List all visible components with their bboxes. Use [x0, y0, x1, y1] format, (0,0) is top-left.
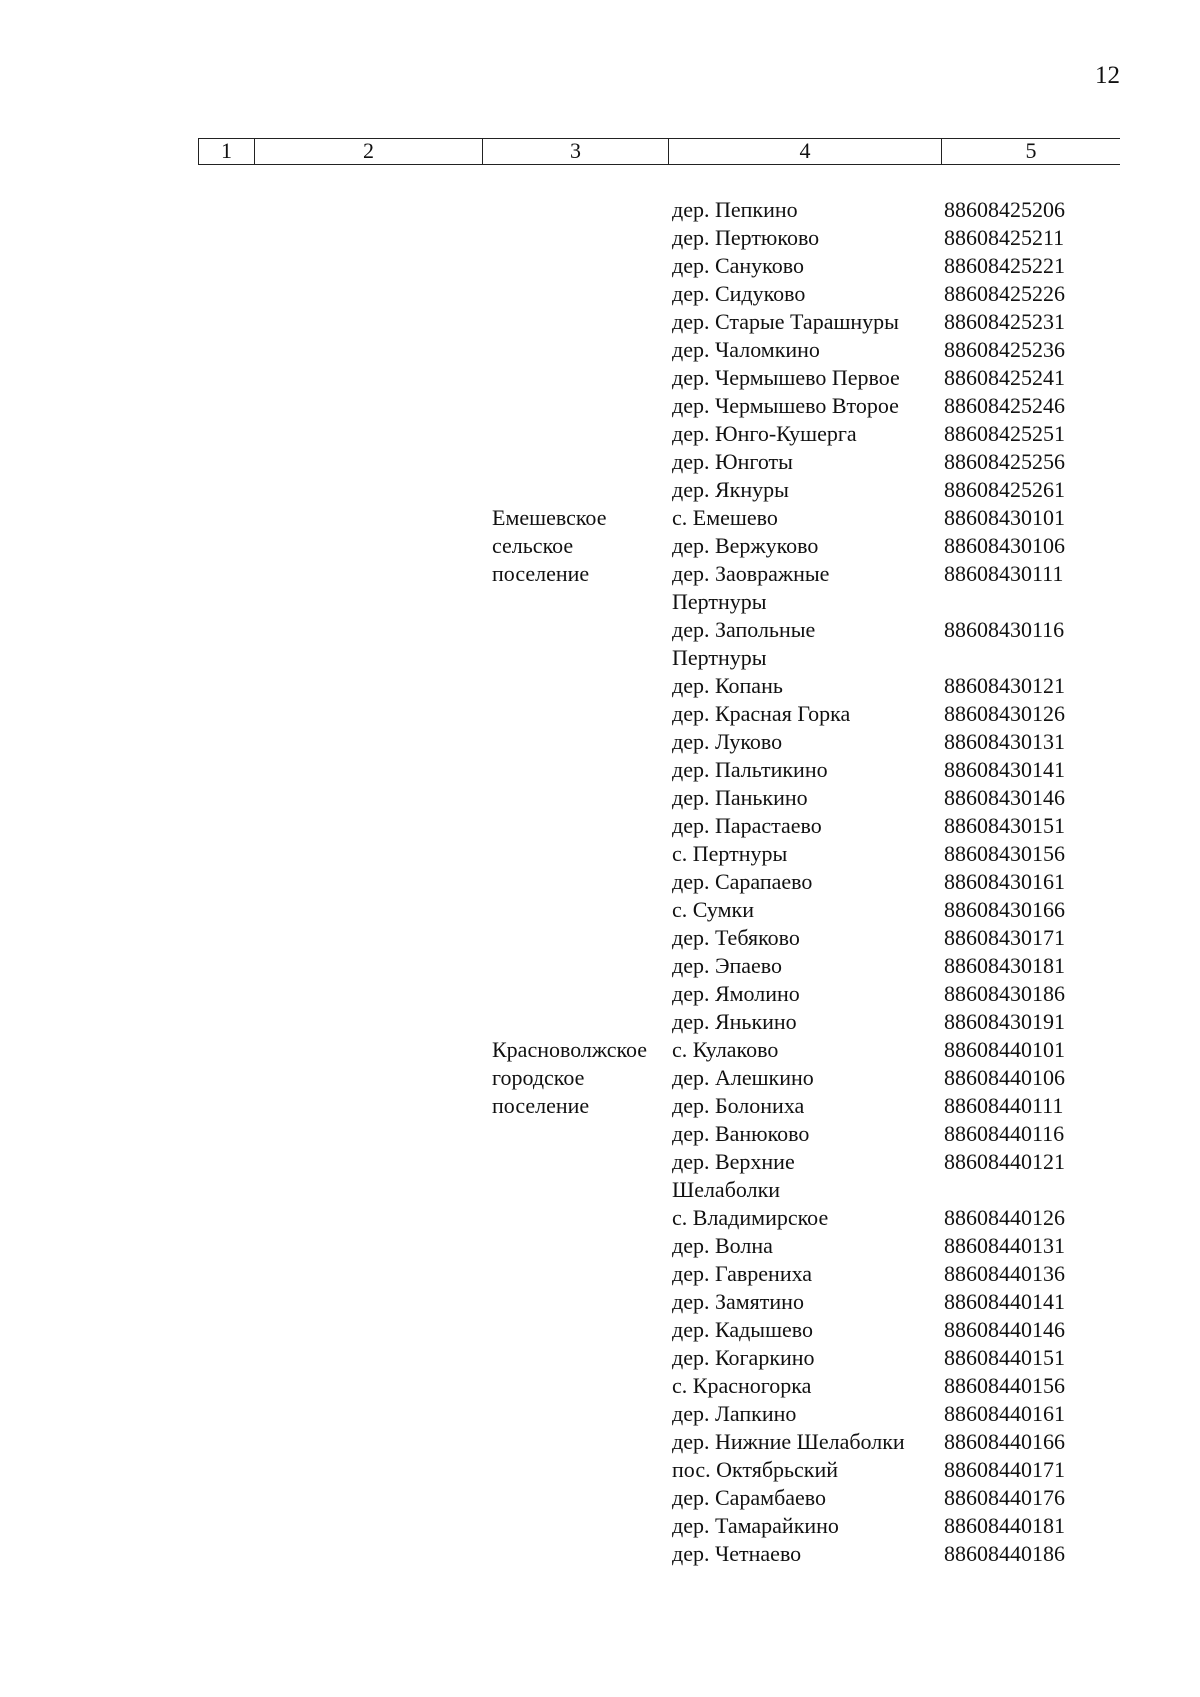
- place-cell: дер. Болониха: [672, 1093, 805, 1118]
- place-cell: дер. Юнготы: [672, 449, 793, 474]
- place-cell: дер. Чаломкино: [672, 337, 820, 362]
- table-row: [0, 952, 1200, 980]
- place-cell: Пертнуры: [672, 645, 767, 670]
- table-row: [0, 672, 1200, 700]
- table-row: [0, 308, 1200, 336]
- code-cell: 88608440131: [944, 1233, 1065, 1258]
- settlement-cell: Емешевское: [492, 505, 607, 530]
- place-cell: дер. Запольные: [672, 617, 816, 642]
- code-cell: 88608440151: [944, 1345, 1065, 1370]
- table-row: [0, 1176, 1200, 1204]
- code-cell: 88608425206: [944, 197, 1065, 222]
- table-row: [0, 504, 1200, 532]
- header-col-1: 1: [198, 139, 254, 164]
- table-row: [0, 700, 1200, 728]
- place-cell: с. Сумки: [672, 897, 754, 922]
- place-cell: Шелаболки: [672, 1177, 781, 1202]
- table-row: [0, 896, 1200, 924]
- code-cell: 88608440101: [944, 1037, 1065, 1062]
- table-row: [0, 224, 1200, 252]
- place-cell: дер. Заовражные: [672, 561, 830, 586]
- code-cell: 88608440181: [944, 1513, 1065, 1538]
- place-cell: дер. Замятино: [672, 1289, 804, 1314]
- table-row: [0, 1120, 1200, 1148]
- table-row: [0, 868, 1200, 896]
- table-row: [0, 448, 1200, 476]
- header-col-5: 5: [941, 139, 1120, 164]
- code-cell: 88608440146: [944, 1317, 1065, 1342]
- code-cell: 88608425246: [944, 393, 1065, 418]
- code-cell: 88608425221: [944, 253, 1065, 278]
- code-cell: 88608425261: [944, 477, 1065, 502]
- place-cell: дер. Гаврениха: [672, 1261, 813, 1286]
- settlement-cell: сельское: [492, 533, 574, 558]
- code-cell: 88608440126: [944, 1205, 1065, 1230]
- code-cell: 88608430116: [944, 617, 1065, 642]
- table-row: [0, 1092, 1200, 1120]
- code-cell: 88608430181: [944, 953, 1065, 978]
- place-cell: с. Кулаково: [672, 1037, 779, 1062]
- code-cell: 88608440171: [944, 1457, 1065, 1482]
- place-cell: дер. Юнго-Кушерга: [672, 421, 857, 446]
- table-row: [0, 1372, 1200, 1400]
- place-cell: дер. Вержуково: [672, 533, 819, 558]
- table-row: [0, 420, 1200, 448]
- code-cell: 88608430151: [944, 813, 1065, 838]
- table-row: [0, 1540, 1200, 1568]
- place-cell: дер. Луково: [672, 729, 783, 754]
- table-row: [0, 1036, 1200, 1064]
- table-row: [0, 1204, 1200, 1232]
- table-row: [0, 644, 1200, 672]
- table-row: [0, 756, 1200, 784]
- table-row: [0, 840, 1200, 868]
- place-cell: дер. Сарапаево: [672, 869, 813, 894]
- table-header: [198, 138, 1120, 165]
- place-cell: с. Емешево: [672, 505, 778, 530]
- code-cell: 88608440156: [944, 1373, 1065, 1398]
- code-cell: 88608440186: [944, 1541, 1065, 1566]
- code-cell: 88608425226: [944, 281, 1065, 306]
- place-cell: Пертнуры: [672, 589, 767, 614]
- code-cell: 88608430106: [944, 533, 1065, 558]
- code-cell: 88608430186: [944, 981, 1065, 1006]
- code-cell: 88608425211: [944, 225, 1065, 250]
- settlement-cell: городское: [492, 1065, 585, 1090]
- settlement-cell: поселение: [492, 1093, 590, 1118]
- code-cell: 88608430146: [944, 785, 1065, 810]
- place-cell: дер. Ямолино: [672, 981, 800, 1006]
- table-row: [0, 196, 1200, 224]
- table-row: [0, 560, 1200, 588]
- place-cell: дер. Якнуры: [672, 477, 789, 502]
- table-row: [0, 1456, 1200, 1484]
- table-body: [0, 196, 1200, 1568]
- code-cell: 88608440106: [944, 1065, 1065, 1090]
- place-cell: пос. Октябрьский: [672, 1457, 839, 1482]
- code-cell: 88608440136: [944, 1261, 1065, 1286]
- place-cell: дер. Пертюково: [672, 225, 820, 250]
- table-row: [0, 812, 1200, 840]
- table-row: [0, 1288, 1200, 1316]
- code-cell: 88608440111: [944, 1093, 1064, 1118]
- code-cell: 88608440121: [944, 1149, 1065, 1174]
- code-cell: 88608430166: [944, 897, 1065, 922]
- place-cell: дер. Пепкино: [672, 197, 798, 222]
- place-cell: дер. Пальтикино: [672, 757, 828, 782]
- code-cell: 88608430111: [944, 561, 1064, 586]
- table-row: [0, 980, 1200, 1008]
- place-cell: дер. Парастаево: [672, 813, 822, 838]
- table-row: [0, 392, 1200, 420]
- place-cell: дер. Лапкино: [672, 1401, 797, 1426]
- place-cell: дер. Тамарайкино: [672, 1513, 839, 1538]
- table-row: [0, 1484, 1200, 1512]
- place-cell: дер. Нижние Шелаболки: [672, 1429, 905, 1454]
- place-cell: дер. Волна: [672, 1233, 773, 1258]
- table-row: [0, 1344, 1200, 1372]
- code-cell: 88608425236: [944, 337, 1065, 362]
- table-row: [0, 784, 1200, 812]
- place-cell: с. Пертнуры: [672, 841, 788, 866]
- code-cell: 88608430171: [944, 925, 1065, 950]
- table-row: [0, 1316, 1200, 1344]
- place-cell: дер. Сарамбаево: [672, 1485, 827, 1510]
- code-cell: 88608440141: [944, 1289, 1065, 1314]
- header-col-2: 2: [254, 139, 482, 164]
- table-row: [0, 1148, 1200, 1176]
- code-cell: 88608425241: [944, 365, 1065, 390]
- code-cell: 88608430131: [944, 729, 1065, 754]
- table-row: [0, 1512, 1200, 1540]
- table-row: [0, 1428, 1200, 1456]
- table-row: [0, 588, 1200, 616]
- place-cell: дер. Ванюково: [672, 1121, 810, 1146]
- code-cell: 88608430101: [944, 505, 1065, 530]
- place-cell: с. Красногорка: [672, 1373, 812, 1398]
- page-number: 12: [1095, 62, 1120, 89]
- place-cell: дер. Старые Тарашнуры: [672, 309, 899, 334]
- code-cell: 88608440116: [944, 1121, 1065, 1146]
- settlement-cell: Красноволжское: [492, 1037, 648, 1062]
- place-cell: дер. Красная Горка: [672, 701, 851, 726]
- header-col-4: 4: [668, 139, 941, 164]
- table-row: [0, 728, 1200, 756]
- place-cell: дер. Янькино: [672, 1009, 797, 1034]
- table-row: [0, 1400, 1200, 1428]
- code-cell: 88608425256: [944, 449, 1065, 474]
- table-row: [0, 336, 1200, 364]
- table-row: [0, 532, 1200, 560]
- code-cell: 88608430141: [944, 757, 1065, 782]
- place-cell: дер. Четнаево: [672, 1541, 802, 1566]
- table-row: [0, 252, 1200, 280]
- code-cell: 88608430156: [944, 841, 1065, 866]
- place-cell: дер. Верхние: [672, 1149, 795, 1174]
- place-cell: дер. Сануково: [672, 253, 804, 278]
- place-cell: дер. Панькино: [672, 785, 808, 810]
- table-row: [0, 924, 1200, 952]
- table-row: [0, 616, 1200, 644]
- code-cell: 88608425231: [944, 309, 1065, 334]
- place-cell: дер. Чермышево Первое: [672, 365, 900, 390]
- header-col-3: 3: [482, 139, 668, 164]
- code-cell: 88608430121: [944, 673, 1065, 698]
- code-cell: 88608425251: [944, 421, 1065, 446]
- code-cell: 88608430126: [944, 701, 1065, 726]
- place-cell: дер. Копань: [672, 673, 783, 698]
- place-cell: с. Владимирское: [672, 1205, 829, 1230]
- table-row: [0, 1232, 1200, 1260]
- place-cell: дер. Алешкино: [672, 1065, 814, 1090]
- code-cell: 88608440176: [944, 1485, 1065, 1510]
- table-row: [0, 280, 1200, 308]
- place-cell: дер. Сидуково: [672, 281, 806, 306]
- table-row: [0, 364, 1200, 392]
- code-cell: 88608440166: [944, 1429, 1065, 1454]
- table-row: [0, 476, 1200, 504]
- place-cell: дер. Эпаево: [672, 953, 783, 978]
- code-cell: 88608440161: [944, 1401, 1065, 1426]
- place-cell: дер. Тебяково: [672, 925, 800, 950]
- table-row: [0, 1008, 1200, 1036]
- place-cell: дер. Чермышево Второе: [672, 393, 899, 418]
- code-cell: 88608430161: [944, 869, 1065, 894]
- table-row: [0, 1064, 1200, 1092]
- place-cell: дер. Когаркино: [672, 1345, 815, 1370]
- place-cell: дер. Кадышево: [672, 1317, 814, 1342]
- code-cell: 88608430191: [944, 1009, 1065, 1034]
- settlement-cell: поселение: [492, 561, 590, 586]
- table-row: [0, 1260, 1200, 1288]
